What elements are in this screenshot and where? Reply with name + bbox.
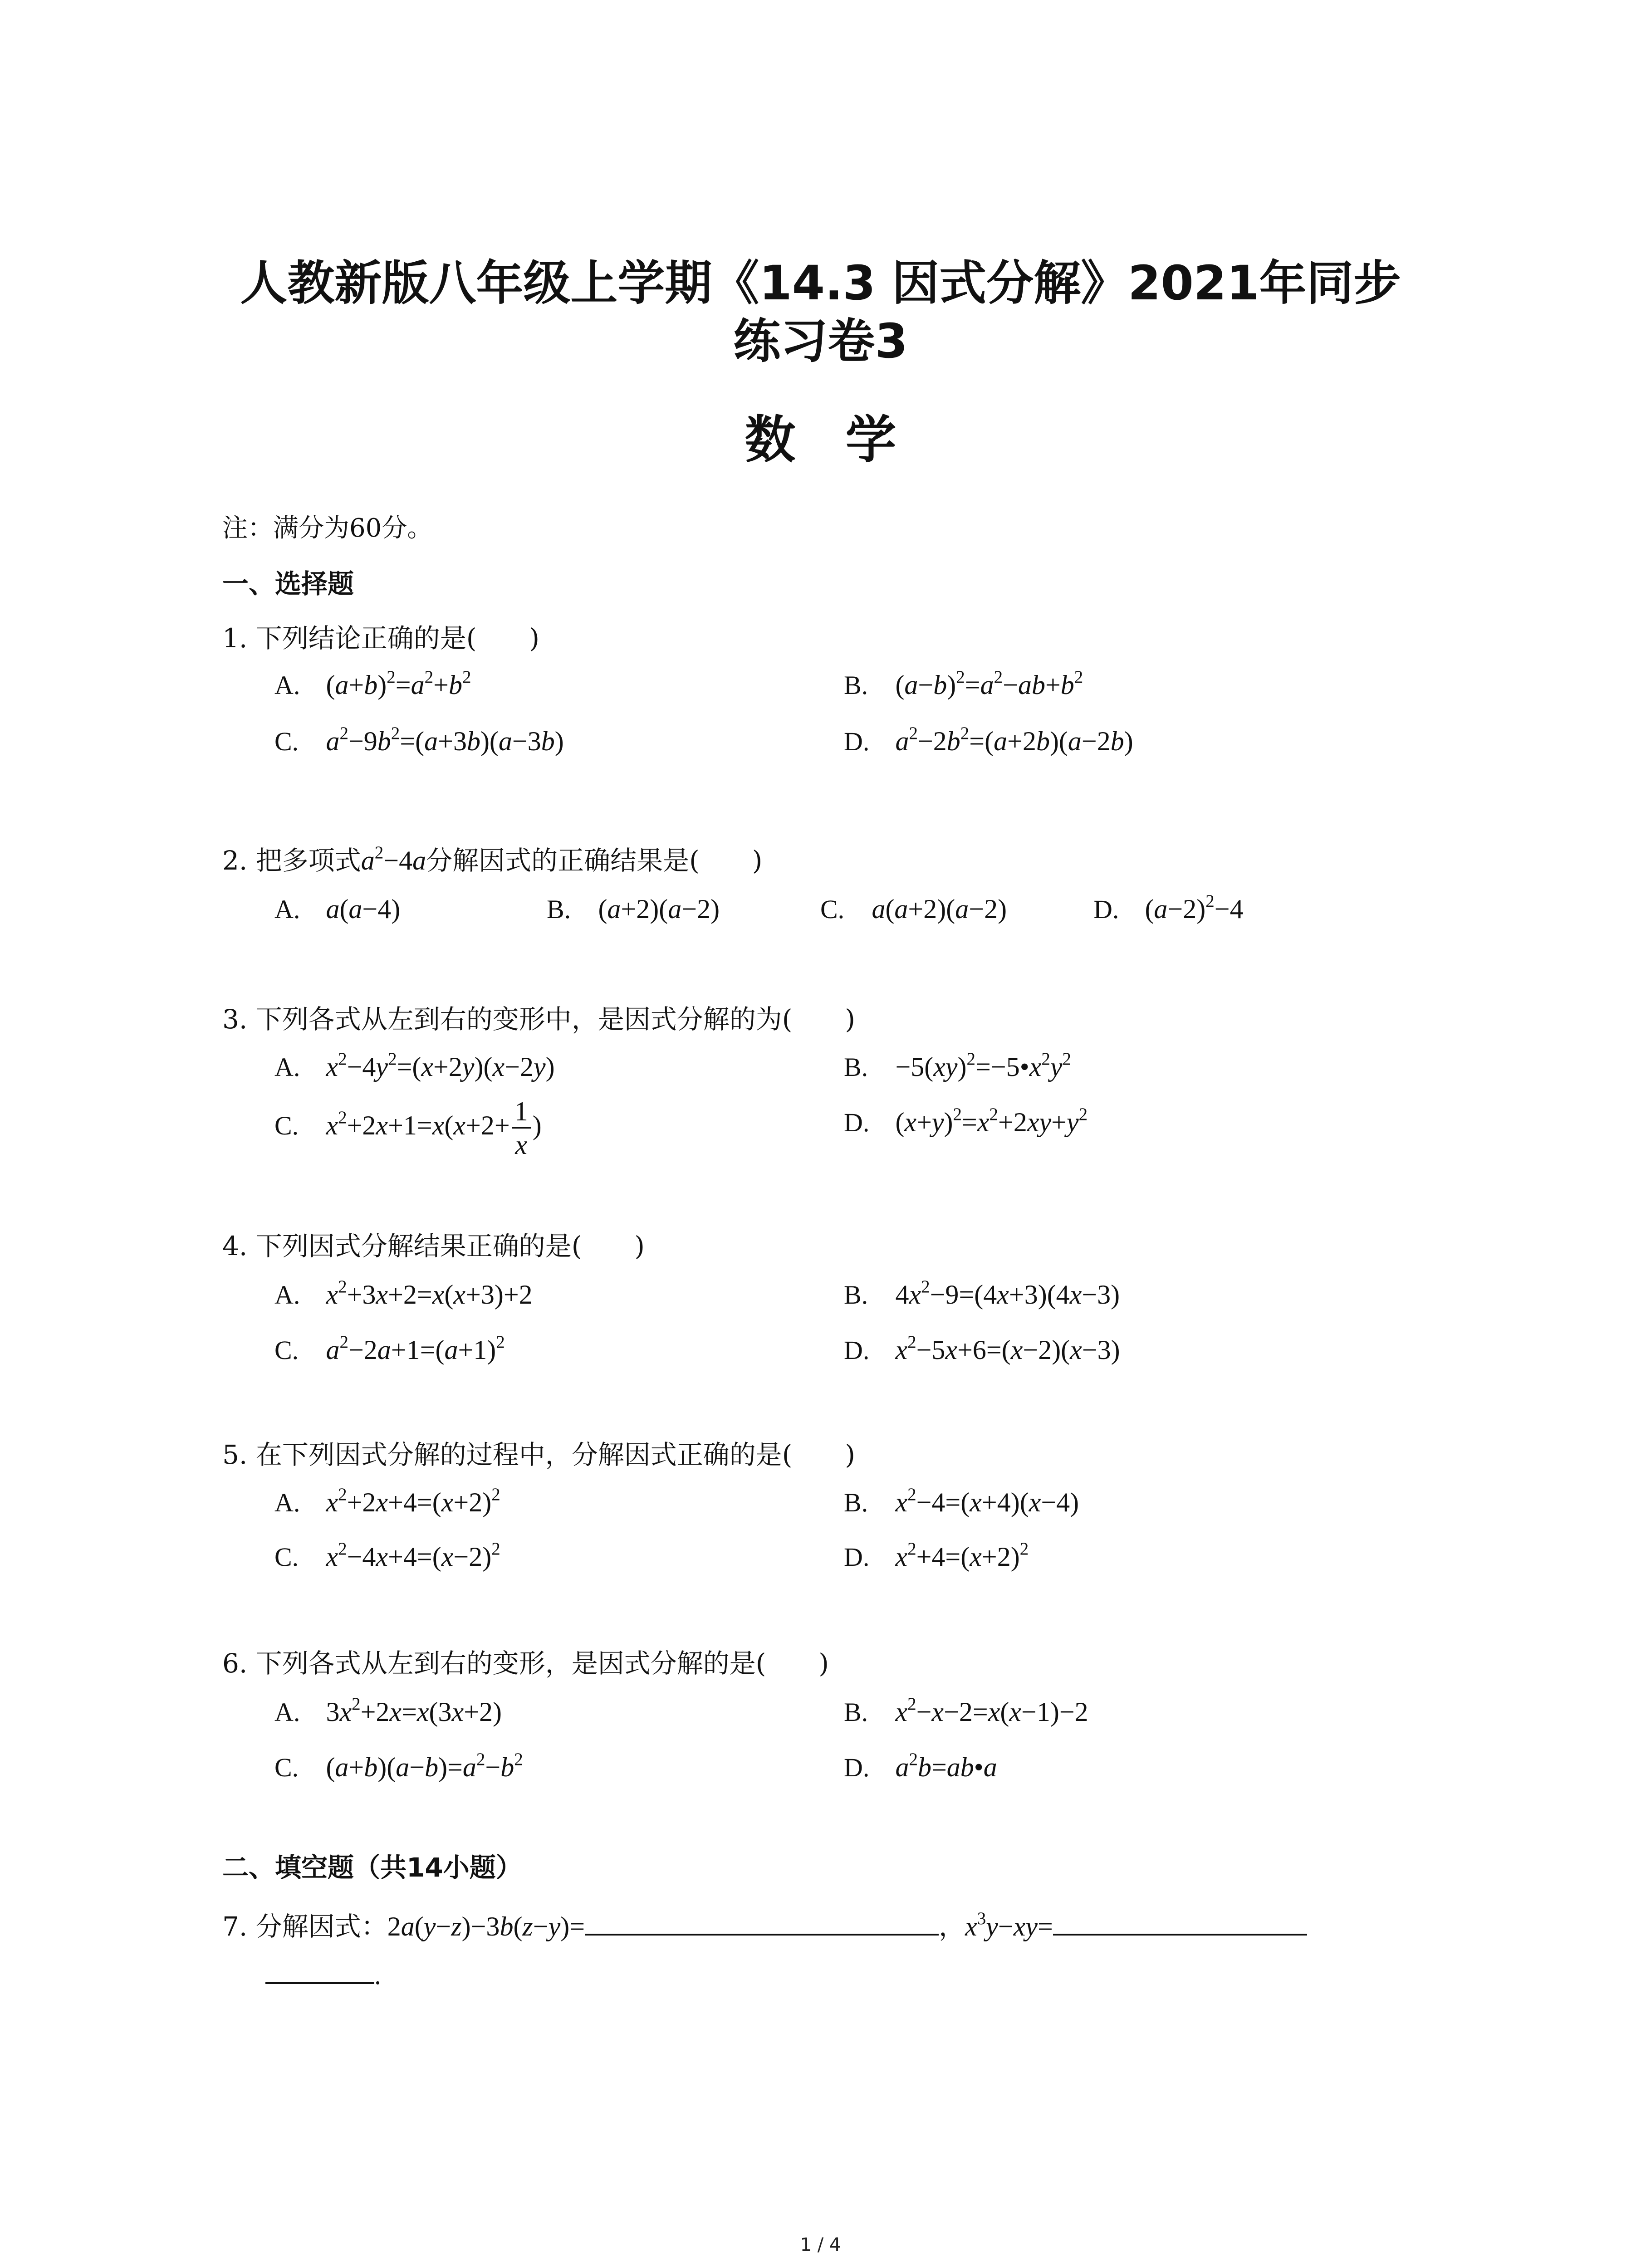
answer-blank-2[interactable] bbox=[1053, 1916, 1307, 1936]
option-expression: $(a+b)^2=a^2+b^2$ bbox=[326, 667, 471, 700]
fraction-one-over-x: $\frac{1}{x}$ bbox=[512, 1098, 531, 1158]
question-5-option-a[interactable] bbox=[274, 1487, 500, 1518]
question-4-option-c[interactable] bbox=[274, 1334, 505, 1366]
option-expression: $x^2+2x+1=x(x+2+$ $\frac{1}{x}$ ) bbox=[326, 1096, 542, 1160]
option-letter: C. bbox=[274, 1542, 299, 1572]
question-2-stem bbox=[222, 839, 762, 877]
option-expression: $x^2-4x+4=(x-2)^2$ bbox=[326, 1539, 500, 1572]
question-6-option-d[interactable] bbox=[844, 1752, 997, 1783]
option-letter: B. bbox=[844, 1280, 868, 1310]
question-5-option-c[interactable] bbox=[274, 1541, 500, 1573]
option-letter: B. bbox=[547, 894, 571, 924]
question-4-stem: 4. 下列因式分解结果正确的是( ) bbox=[222, 1231, 645, 1261]
option-letter: B. bbox=[844, 1488, 868, 1517]
option-letter: B. bbox=[844, 1697, 868, 1727]
question-6-option-b[interactable] bbox=[844, 1696, 1088, 1728]
question-3-option-a[interactable] bbox=[274, 1051, 555, 1083]
question-5-stem: 5. 在下列因式分解的过程中，分解因式正确的是( ) bbox=[222, 1439, 856, 1470]
question-7-end: . bbox=[374, 1960, 381, 1990]
option-expression: $a^2-9b^2=(a+3b)(a-3b)$ bbox=[326, 723, 564, 756]
option-letter: D. bbox=[1093, 894, 1119, 924]
question-4-option-a[interactable] bbox=[274, 1279, 533, 1310]
option-expression: $-5(xy)^2=-5•x^2y^2$ bbox=[895, 1049, 1071, 1082]
option-expression: $a^2-2a+1=(a+1)^2$ bbox=[326, 1332, 505, 1365]
option-letter: A. bbox=[274, 1052, 300, 1082]
option-letter: D. bbox=[844, 1108, 870, 1137]
option-expression: $(a-b)^2=a^2-ab+b^2$ bbox=[895, 667, 1083, 700]
option-expression: $4x^2-9=(4x+3)(4x-3)$ bbox=[895, 1277, 1120, 1310]
exam-title-line-2: 练习卷3 bbox=[733, 313, 908, 369]
option-letter: A. bbox=[274, 670, 300, 700]
option-letter: B. bbox=[844, 1052, 868, 1082]
option-letter: C. bbox=[274, 1753, 299, 1782]
question-4-option-b[interactable] bbox=[844, 1279, 1120, 1310]
option-letter: A. bbox=[274, 1280, 300, 1310]
question-2-option-d[interactable] bbox=[1093, 891, 1244, 925]
option-letter: D. bbox=[844, 727, 870, 756]
option-expression: $3x^2+2x=x(3x+2)$ bbox=[326, 1694, 502, 1727]
option-expression: $a^2-2b^2=(a+2b)(a-2b)$ bbox=[895, 723, 1133, 756]
question-3-option-c[interactable] bbox=[274, 1098, 542, 1158]
option-expression: a(a+2)(a−2) bbox=[872, 894, 1007, 924]
question-6-option-c[interactable] bbox=[274, 1752, 523, 1783]
section-fill-heading: 二、填空题（共14小题） bbox=[222, 1852, 522, 1883]
option-letter: C. bbox=[274, 1110, 299, 1140]
question-6-option-a[interactable] bbox=[274, 1696, 502, 1728]
option-letter: D. bbox=[844, 1542, 870, 1572]
exam-title-line-1: 人教新版八年级上学期《14.3 因式分解》2021年同步 bbox=[240, 255, 1401, 311]
answer-blank-1[interactable] bbox=[585, 1916, 939, 1936]
option-letter: C. bbox=[274, 1335, 299, 1365]
section-choice-heading: 一、选择题 bbox=[222, 568, 354, 599]
question-7-continuation bbox=[265, 1960, 381, 1991]
option-expression: $x^2+3x+2=x(x+3)+2$ bbox=[326, 1277, 533, 1310]
option-letter: D. bbox=[844, 1335, 870, 1365]
option-expression: $x^2-4y^2=(x+2y)(x-2y)$ bbox=[326, 1049, 555, 1082]
option-letter: D. bbox=[844, 1753, 870, 1782]
option-expression: $(x+y)^2=x^2+2xy+y^2$ bbox=[895, 1105, 1088, 1137]
subject-heading: 数学 bbox=[745, 411, 946, 469]
page-number: 1 / 4 bbox=[800, 2234, 841, 2255]
question-3-option-d[interactable] bbox=[844, 1107, 1087, 1138]
question-7-stem bbox=[222, 1905, 1307, 1943]
option-letter: B. bbox=[844, 670, 868, 700]
option-expression: $a^2b=ab•a$ bbox=[895, 1750, 997, 1782]
question-2-option-a[interactable] bbox=[274, 894, 400, 925]
question-5-option-b[interactable] bbox=[844, 1487, 1079, 1518]
option-expression: $x^2-5x+6=(x-2)(x-3)$ bbox=[895, 1332, 1120, 1365]
option-expression: $x^2-x-2=x(x-1)-2$ bbox=[895, 1694, 1088, 1727]
option-expression: $x^2-4=(x+4)(x-4)$ bbox=[895, 1485, 1079, 1517]
option-letter: C. bbox=[274, 727, 299, 756]
answer-blank-2-continued[interactable] bbox=[265, 1964, 374, 1984]
option-expression: $x^2+4=(x+2)^2$ bbox=[895, 1539, 1029, 1572]
question-4-option-d[interactable] bbox=[844, 1334, 1120, 1366]
question-5-option-d[interactable] bbox=[844, 1541, 1029, 1573]
question-1-stem: 1. 下列结论正确的是( ) bbox=[222, 623, 540, 654]
option-letter: C. bbox=[820, 894, 845, 924]
option-expression: a(a−4) bbox=[326, 894, 401, 924]
option-letter: A. bbox=[274, 1488, 300, 1517]
question-1-option-c[interactable] bbox=[274, 723, 564, 757]
question-1-option-b[interactable] bbox=[844, 667, 1083, 701]
question-1-option-a[interactable] bbox=[274, 667, 471, 701]
question-2-option-c[interactable] bbox=[820, 894, 1007, 925]
option-expression: $(a+b)(a-b)=a^2-b^2$ bbox=[326, 1750, 523, 1782]
question-1-option-d[interactable] bbox=[844, 723, 1133, 757]
option-expression: (a+2)(a−2) bbox=[598, 894, 720, 924]
question-6-stem: 6. 下列各式从左到右的变形，是因式分解的是( ) bbox=[222, 1648, 829, 1679]
option-expression: $x^2+2x+4=(x+2)^2$ bbox=[326, 1485, 500, 1517]
question-7-text: 7. 分解因式：2a(y−z)−3b(z−y)= bbox=[222, 1911, 585, 1942]
question-3-stem: 3. 下列各式从左到右的变形中，是因式分解的为( ) bbox=[222, 1004, 856, 1035]
question-3-option-b[interactable] bbox=[844, 1051, 1071, 1083]
question-2-option-b[interactable] bbox=[547, 894, 720, 925]
question-7-part2: ，$x^3y-xy=$ bbox=[939, 1909, 1053, 1942]
option-letter: A. bbox=[274, 1697, 300, 1727]
score-note: 注：满分为60分。 bbox=[222, 513, 433, 543]
question-2-stem-text: 2. 把多项式$a^2-4a$分解因式的正确结果是( ) bbox=[222, 843, 763, 876]
option-letter: A. bbox=[274, 894, 300, 924]
option-expression: $(a-2)^2-4$ bbox=[1145, 891, 1244, 924]
